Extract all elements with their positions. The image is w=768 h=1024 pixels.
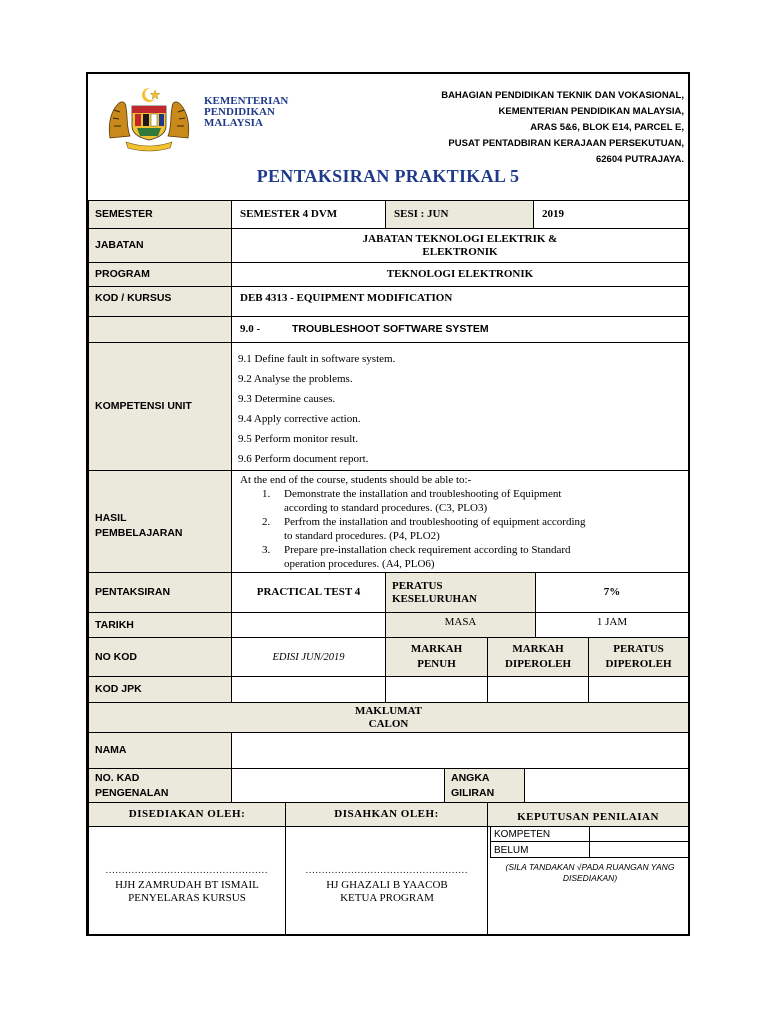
hasil-label (88, 470, 232, 573)
address-line: ARAS 5&6, BLOK E14, PARCEL E, (530, 122, 684, 133)
kodjpk-value[interactable] (231, 676, 386, 703)
note-line: DISEDIAKAN) (562, 873, 618, 883)
markah-penuh-header (385, 637, 488, 677)
kompetensi-item: 9.3 Determine causes. (238, 393, 336, 405)
ic-label (88, 768, 232, 803)
section-line: MAKLUMAT (354, 704, 422, 717)
kursus-label: KOD / KURSUS (88, 286, 232, 317)
note-line: (SILA TANDAKAN √PADA RUANGAN YANG (505, 862, 675, 872)
peratus-value: 7% (535, 572, 689, 613)
jabatan-value: JABATAN TEKNOLOGI ELEKTRIK & ELEKTRONIK (231, 228, 689, 263)
prepared-name: HJH ZAMRUDAH BT ISMAIL (115, 879, 259, 891)
header-line: MARKAH (512, 643, 564, 655)
hasil-item (262, 543, 688, 557)
peratus-label (385, 572, 536, 613)
header-line: DIPEROLEH (605, 658, 672, 670)
nokod-label: NO KOD (88, 637, 232, 677)
angka-label-line: GILIRAN (451, 786, 495, 799)
approved-signature (298, 866, 476, 905)
kursus-value: DEB 4313 - EQUIPMENT MODIFICATION (231, 286, 689, 317)
hasil-item (262, 515, 688, 529)
ministry-name (204, 96, 288, 129)
belum-kompeten-label: BELUM (490, 841, 590, 858)
kompeten-label: KOMPETEN (490, 826, 590, 842)
ic-label-line: PENGENALAN (95, 786, 169, 799)
peratus-diperoleh-value[interactable] (588, 676, 689, 703)
angka-field[interactable] (524, 768, 689, 803)
kompetensi-item: 9.2 Analyse the problems. (238, 373, 353, 385)
disahkan-label: DISAHKAN OLEH: (285, 802, 488, 827)
hasil-item-number: 1. (262, 488, 271, 500)
hasil-list (232, 487, 688, 571)
hasil-item (262, 487, 688, 501)
topic-blank (88, 316, 232, 343)
masa-label: MASA (385, 612, 536, 638)
hasil-box (231, 470, 689, 573)
program-value: TEKNOLOGI ELEKTRONIK (231, 262, 689, 287)
kompetensi-item: 9.6 Perform document report. (238, 453, 369, 465)
hasil-item-text: Perfrom the installation and troubleshooting of equipment according (284, 516, 586, 528)
hasil-item-text: to standard procedures. (P4, PLO2) (284, 530, 440, 542)
edisi-value: EDISI JUN/2019 (231, 637, 386, 677)
semester-label: SEMESTER (88, 200, 232, 229)
header-line: MARKAH (410, 643, 463, 655)
address-line: KEMENTERIAN PENDIDIKAN MALAYSIA, (498, 106, 684, 117)
address-line: BAHAGIAN PENDIDIKAN TEKNIK DAN VOKASIONAL, (441, 90, 684, 101)
topic-title: TROUBLESHOOT SOFTWARE SYSTEM (292, 323, 489, 335)
angka-label (444, 768, 525, 803)
disediakan-label: DISEDIAKAN OLEH: (88, 802, 286, 827)
peratus-diperoleh-header (588, 637, 689, 677)
pentaksiran-value: PRACTICAL TEST 4 (231, 572, 386, 613)
ministry-line: PENDIDIKAN (204, 106, 275, 118)
candidate-section-header (88, 702, 689, 733)
markah-diperoleh-header (487, 637, 589, 677)
approved-role: KETUA PROGRAM (340, 892, 434, 904)
hasil-item-text: Prepare pre-installation check requirement according to Standard (284, 544, 571, 556)
kompetensi-label: KOMPETENSI UNIT (88, 342, 232, 471)
ministry-address (384, 88, 684, 168)
page-title: PENTAKSIRAN PRAKTIKAL 5 (256, 166, 520, 186)
hasil-item-cont (262, 501, 688, 515)
nama-label: NAMA (88, 732, 232, 769)
hasil-item-cont (262, 529, 688, 543)
topic-number: 9.0 - (240, 323, 261, 335)
jabatan-label: JABATAN (88, 228, 232, 263)
signature-dots: .................................................. (305, 865, 469, 875)
markah-penuh-value[interactable] (385, 676, 488, 703)
kompetensi-item: 9.4 Apply corrective action. (238, 413, 361, 425)
hasil-item-number: 2. (262, 516, 271, 528)
peratus-label-line: PERATUS (392, 579, 443, 592)
hasil-label-line: PEMBELAJARAN (95, 526, 183, 539)
address-line: 62604 PUTRAJAYA. (595, 154, 684, 165)
header-line: PERATUS (613, 643, 664, 655)
hasil-item-number: 3. (262, 544, 271, 556)
masa-value: 1 JAM (535, 612, 689, 638)
kompeten-checkbox[interactable] (589, 826, 689, 842)
nama-field[interactable] (231, 732, 689, 769)
kompetensi-item: 9.5 Perform monitor result. (238, 433, 359, 445)
header-line: DIPEROLEH (504, 658, 571, 670)
hasil-item-text: Demonstrate the installation and troubleshooting of Equipment (284, 488, 562, 500)
hasil-item-cont (262, 557, 688, 571)
kompetensi-list (232, 343, 688, 469)
peratus-label-line: KESELURUHAN (392, 592, 477, 605)
address-line: PUSAT PENTADBIRAN KERAJAAN PERSEKUTUAN, (448, 138, 684, 149)
pentaksiran-label: PENTAKSIRAN (88, 572, 232, 613)
ministry-line: KEMENTERIAN (204, 95, 289, 107)
sesi-value: SESI : JUN (385, 200, 534, 229)
hasil-item-text: operation procedures. (A4, PLO6) (284, 558, 435, 570)
kompetensi-box (231, 342, 689, 471)
program-label: PROGRAM (88, 262, 232, 287)
hasil-label-line: HASIL (95, 511, 127, 524)
belum-kompeten-checkbox[interactable] (589, 841, 689, 858)
malaysia-crest-icon (104, 86, 194, 152)
kompetensi-item: 9.1 Define fault in software system. (238, 353, 396, 365)
year-value: 2019 (533, 200, 689, 229)
markah-diperoleh-value[interactable] (487, 676, 589, 703)
kodjpk-label: KOD JPK (88, 676, 232, 703)
keputusan-label: KEPUTUSAN PENILAIAN (487, 802, 689, 827)
hasil-intro: At the end of the course, students should be able to:- (240, 474, 472, 486)
prepared-role: PENYELARAS KURSUS (128, 892, 246, 904)
tarikh-value[interactable] (231, 612, 386, 638)
ministry-line: MALAYSIA (204, 117, 263, 129)
instruction-note (492, 862, 688, 884)
signature-dots: .................................................. (105, 865, 269, 875)
ic-field[interactable] (231, 768, 445, 803)
hasil-item-text: according to standard procedures. (C3, PLO3) (284, 502, 488, 514)
prepared-signature (100, 866, 274, 905)
semester-value: SEMESTER 4 DVM (231, 200, 386, 229)
section-line: CALON (368, 717, 409, 730)
topic-row (231, 316, 689, 343)
tarikh-label: TARIKH (88, 612, 232, 638)
angka-label-line: ANGKA (451, 771, 490, 784)
header-line: PENUH (417, 658, 456, 670)
ic-label-line: NO. KAD (95, 771, 140, 784)
approved-name: HJ GHAZALI B YAACOB (326, 879, 448, 891)
